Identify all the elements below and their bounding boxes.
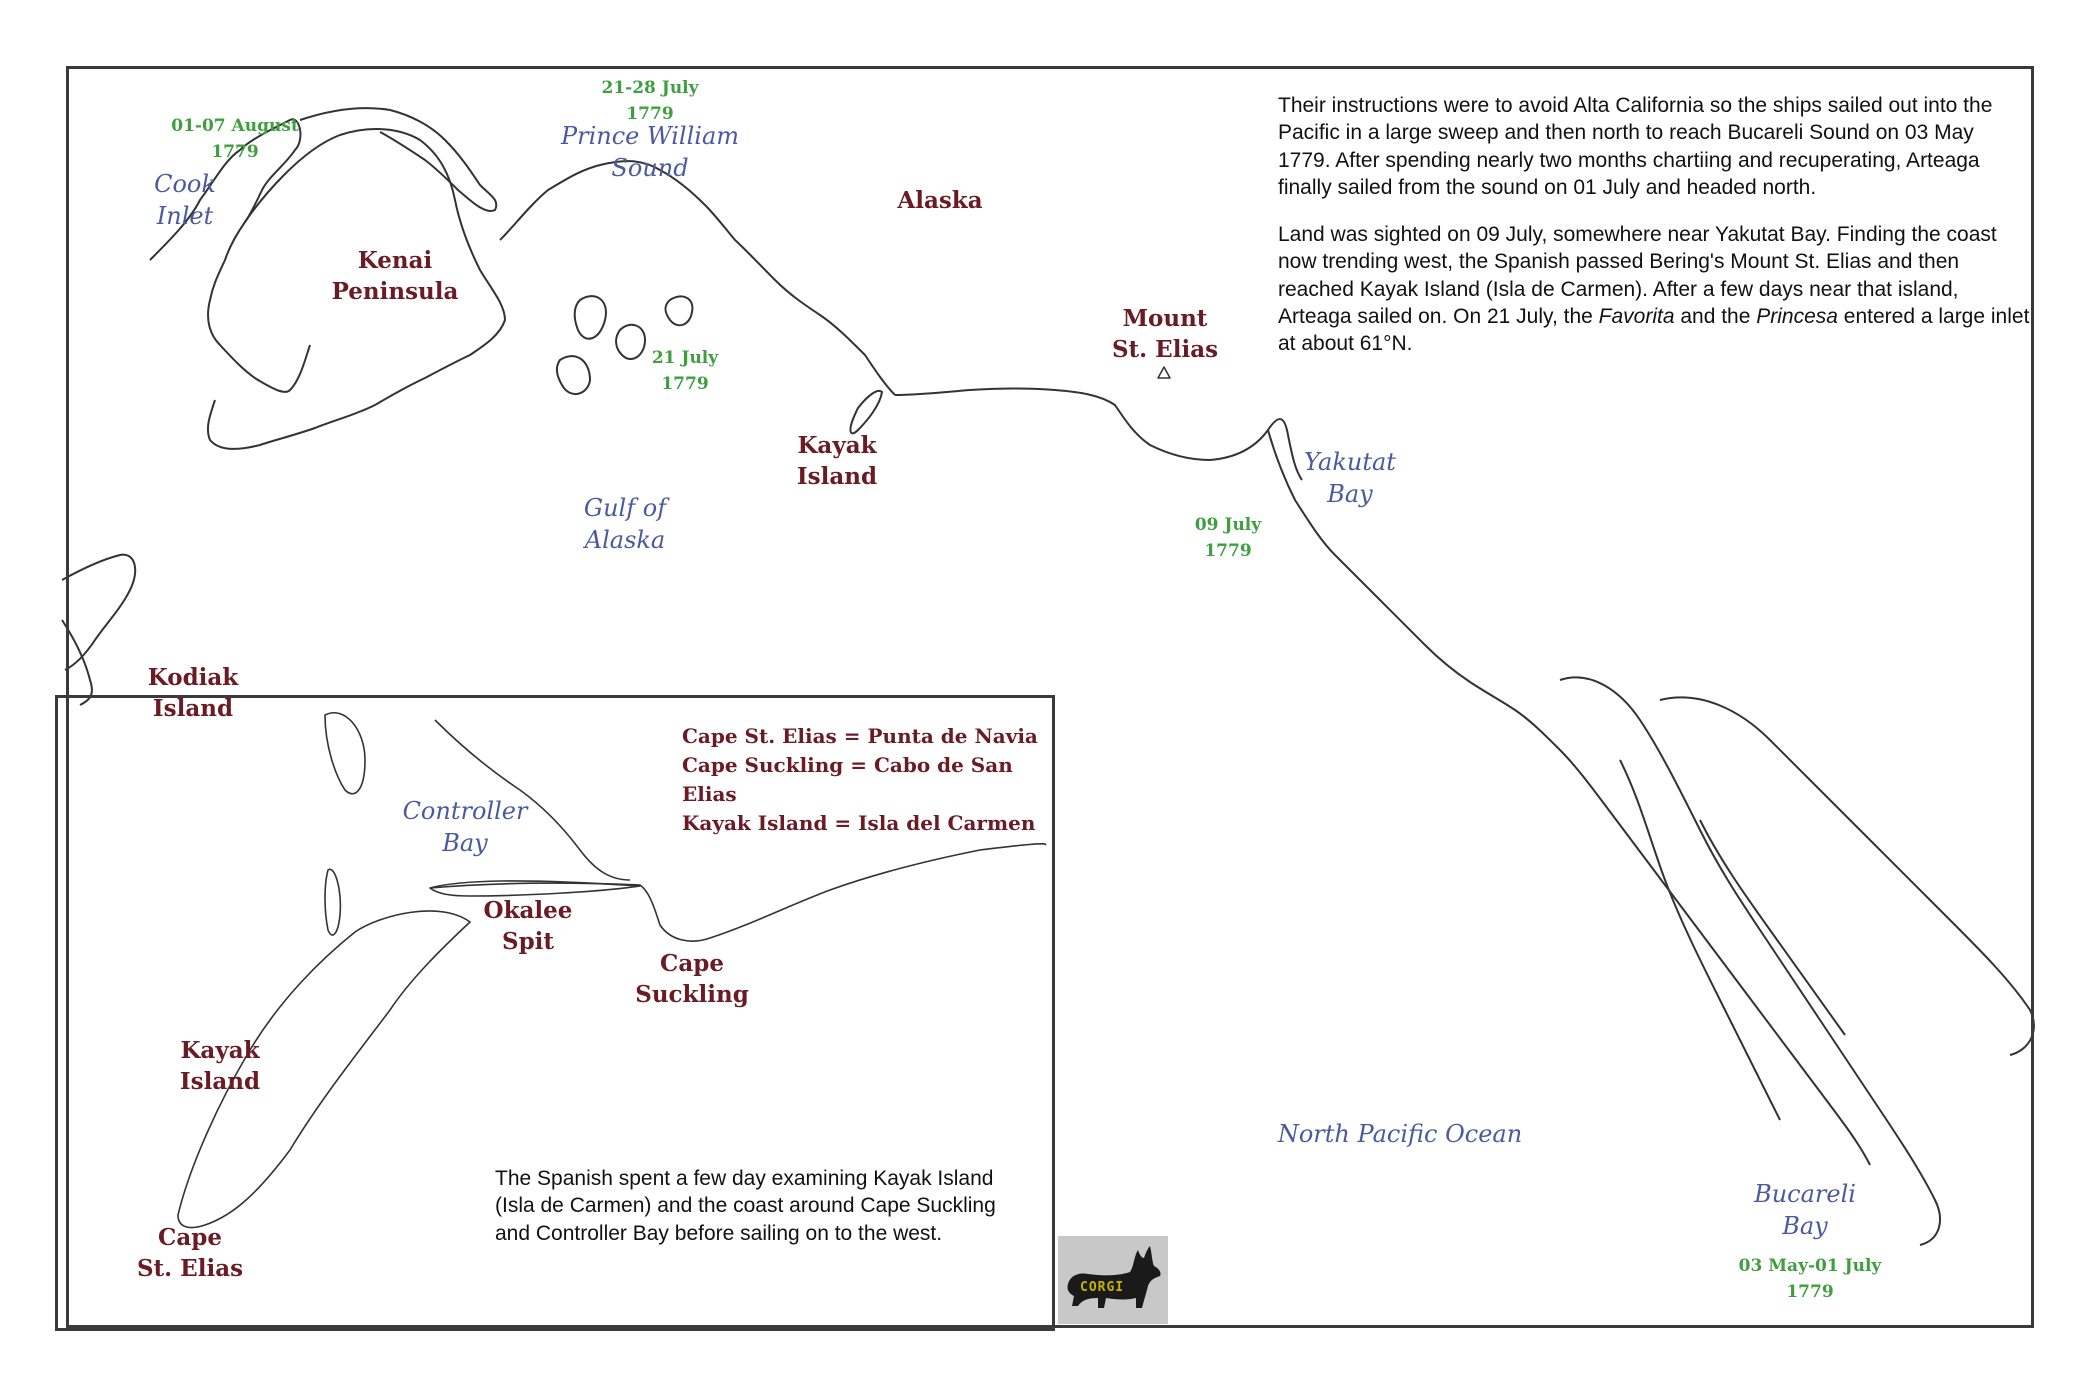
inset-label-okalee-spit: Okalee Spit [483, 897, 573, 956]
equivalence-kayak-island: Kayak Island = Isla del Carmen [682, 811, 1036, 835]
inset-label-cape-st-elias: Cape St. Elias [136, 1224, 244, 1283]
label-mount-st-elias: Mount St. Elias [1111, 305, 1219, 364]
equivalence-cape-suckling: Cape Suckling = Cabo de San Elias [682, 753, 1013, 806]
narrative-paragraph-1: Their instructions were to avoid Alta California so the ships sailed out into the Pacific in a large sweep and then north to reach Bucareli Sound on 03 May 1779. After spending nearly two months chartiing and recuperating, Arteaga finally sailed from the sound on 01 July and headed north. [1278, 94, 1993, 199]
label-gulf-of-alaska: Gulf of Alaska [583, 494, 667, 555]
narrative-p2-end: entered a large inlet at about 61°N. [1278, 305, 2030, 356]
inset-label-cape-suckling: Cape Suckling [635, 950, 749, 1009]
ship-name-favorita: Favorita [1598, 305, 1675, 329]
narrative-paragraph-2 [1278, 221, 2030, 357]
label-north-pacific-ocean: North Pacific Ocean [1277, 1120, 1523, 1148]
inset-label-kayak-island: Kayak Island [179, 1037, 261, 1096]
label-alaska: Alaska [897, 187, 983, 214]
narrative-p2-start: Land was sighted on 09 July, somewhere near Yakutat Bay. Finding the coast now trending west, the Spanish passed Bering's Mount St. Elias and then reached Kayak Island (Isla de Carmen). After a few days near that island, Arteaga sailed on. On 21 July, the [1278, 223, 1997, 329]
inset-equivalences [682, 722, 1042, 838]
label-yakutat-bay: Yakutat Bay [1304, 448, 1396, 509]
inset-note: The Spanish spent a few day examining Kayak Island (Isla de Carmen) and the coast around Cape Suckling and Controller Bay before sailing on to the west. [495, 1167, 996, 1245]
narrative-p2-mid: and the [1674, 305, 1757, 329]
corgi-logo [1058, 1236, 1168, 1324]
inset-label-controller-bay: Controller Bay [402, 797, 528, 858]
label-date-jul-21-28: 21-28 July 1779 [601, 78, 699, 125]
label-cook-inlet: Cook Inlet [154, 170, 216, 231]
label-date-jul-21: 21 July 1779 [651, 348, 719, 395]
equivalence-cape-st-elias: Cape St. Elias = Punta de Navia [682, 724, 1038, 748]
label-bucareli-bay: Bucareli Bay [1754, 1180, 1856, 1241]
label-date-aug: 01-07 August 1779 [171, 116, 299, 163]
label-kayak-island: Kayak Island [796, 432, 878, 491]
ship-name-princesa: Princesa [1756, 305, 1838, 329]
label-date-may-jul: 03 May-01 July 1779 [1738, 1256, 1882, 1303]
logo-text: CORGI [1080, 1280, 1125, 1295]
label-kenai-peninsula: Kenai Peninsula [331, 247, 459, 306]
narrative-text [1278, 92, 2030, 378]
label-prince-william-sound: Prince William Sound [560, 122, 740, 183]
label-date-jul-09: 09 July 1779 [1194, 515, 1262, 562]
label-kodiak-island: Kodiak Island [147, 664, 239, 723]
